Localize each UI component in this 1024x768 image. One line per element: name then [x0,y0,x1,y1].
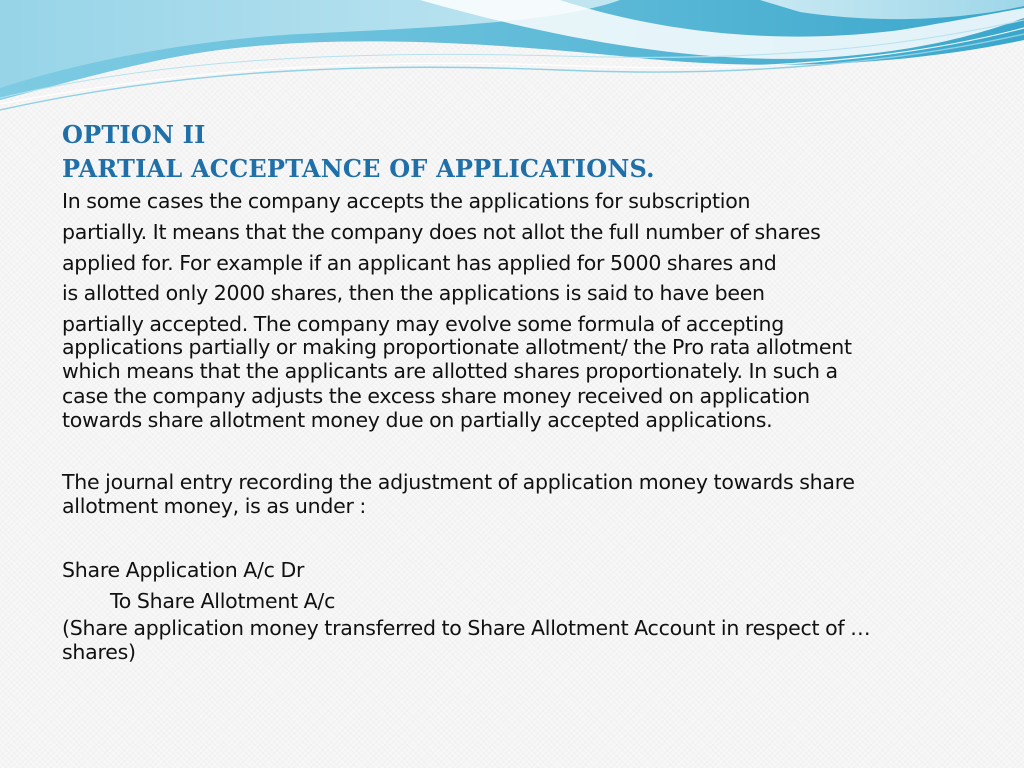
journal-entry [62,555,982,617]
journal-debit-line: Share Application A/c Dr [62,557,305,582]
header-wave-banner [0,0,1024,120]
journal-narration [62,616,982,665]
paragraph-2-line: The journal entry recording the adjustment of application money towards share [62,469,855,494]
paragraph-1-line: partially accepted. The company may evolve some formula of accepting [62,312,784,337]
paragraph-1-line: partially. It means that the company does not allot the full number of shares [62,219,821,244]
paragraph-2 [62,470,982,519]
paragraph-1-hang-line: applications partially or making proportionate allotment/ the Pro rata allotment [62,334,852,359]
paragraph-1-continuation [62,335,982,433]
body-text [62,186,982,665]
heading-title-dot: . [646,154,655,183]
journal-narration-line: shares) [62,640,136,665]
heading-option [62,118,982,152]
journal-credit-line: To Share Allotment A/c [110,588,336,613]
paragraph-1 [62,186,982,340]
paragraph-1-hang-line: which means that the applicants are allotted shares proportionately. In such a [62,359,838,384]
paragraph-1-hang-line: case the company adjusts the excess share money received on application [62,383,810,408]
journal-narration-line: (Share application money transferred to Share Allotment Account in respect of … [62,615,871,640]
heading-option-text: OPTION II [62,120,206,149]
paragraph-1-hang-line: towards share allotment money due on partially accepted applications. [62,408,773,433]
heading-title [62,152,982,186]
paragraph-1-line: In some cases the company accepts the applications for subscription [62,189,751,213]
heading-title-text: PARTIAL ACCEPTANCE OF APPLICATIONS [62,154,647,183]
paragraph-2-line: allotment money, is as under : [62,494,367,519]
slide-content [62,118,982,665]
paragraph-1-line: is allotted only 2000 shares, then the applications is said to have been [62,281,765,306]
paragraph-1-line: applied for. For example if an applicant has applied for 5000 shares and [62,250,777,275]
